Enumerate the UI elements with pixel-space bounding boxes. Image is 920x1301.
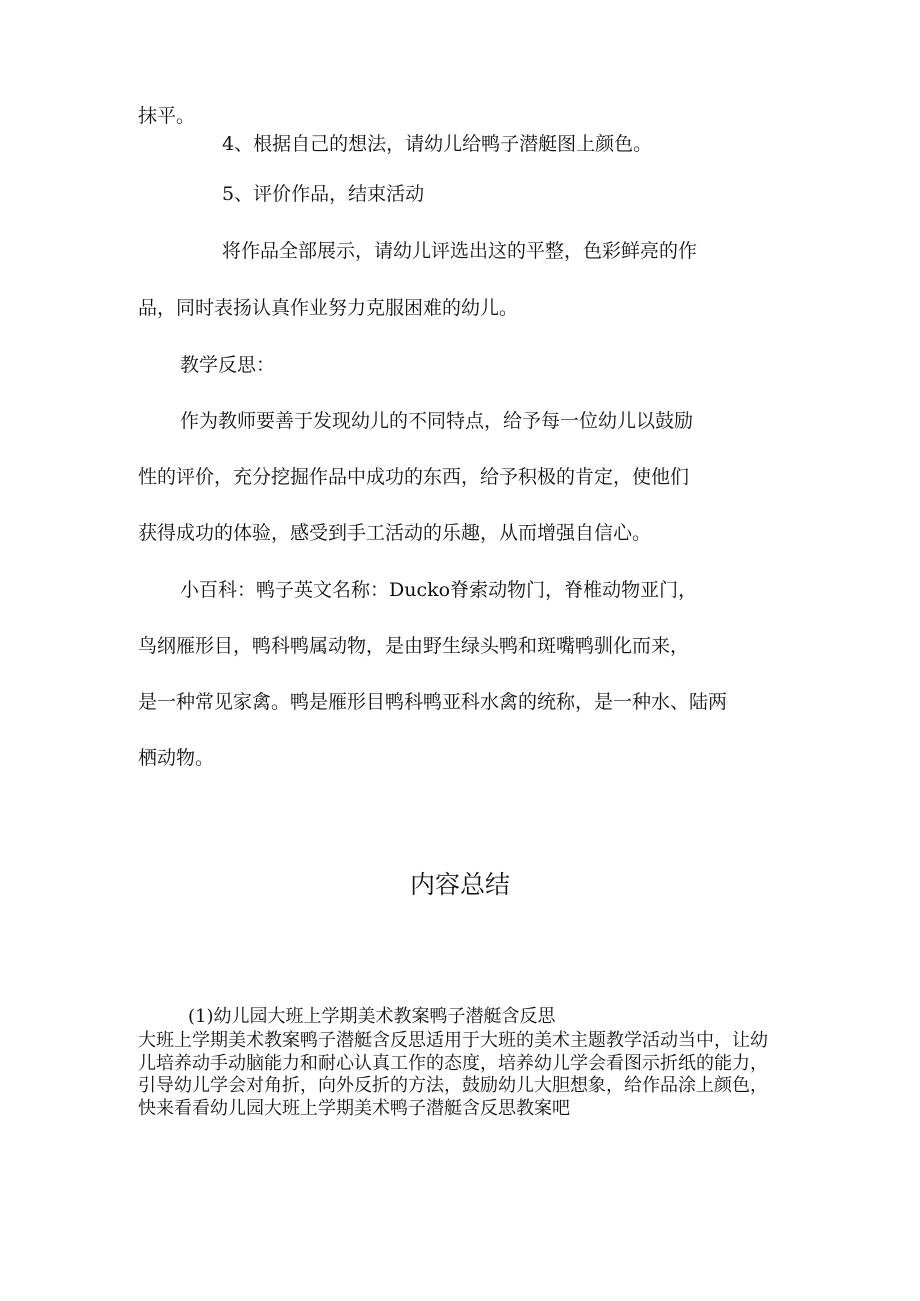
text-line: 鸟纲雁形目，鸭科鸭属动物，是由野生绿头鸭和斑嘴鸭驯化而来，: [138, 635, 690, 657]
step-5-text: 5、评价作品，结束活动: [222, 183, 425, 205]
text-line: 获得成功的体验，感受到手工活动的乐趣，从而增强自信心。: [138, 522, 652, 544]
text-line: 将作品全部展示，请幼儿评选出这的平整，色彩鲜亮的作: [222, 240, 698, 262]
text-line: 作为教师要善于发现幼儿的不同特点，给予每一位幼儿以鼓励: [180, 410, 694, 432]
text-line: 性的评价，充分挖掘作品中成功的东西，给予积极的肯定，使他们: [138, 466, 690, 488]
encyclopedia-text: 小百科：鸭子英文名称：Ducko脊索动物门，脊椎动物亚门，: [180, 579, 698, 601]
step-4-text: 4、根据自己的想法，请幼儿给鸭子潜艇图上颜色。: [222, 133, 653, 155]
summary-title: 内容总结: [409, 870, 510, 899]
text-line: 品，同时表扬认真作业努力克服困难的幼儿。: [138, 297, 519, 319]
summary-text: 大班上学期美术教案鸭子潜艇含反思适用于大班的美术主题教学活动当中，让幼儿培养动手动脑能力和耐心认真工作的态度，培养幼儿学会看图示折纸的能力，引导幼儿学会对角折，向外反折的方法，鼓励幼儿大胆想象，给作品涂上颜色，快来看看幼儿园大班上学期美术鸭子潜艇含反思教案吧: [138, 1030, 768, 1119]
summary-heading: (1)幼儿园大班上学期美术教案鸭子潜艇含反思: [188, 1006, 556, 1027]
reflection-heading: 教学反思：: [180, 354, 276, 376]
text-line: 抹平。: [138, 105, 196, 127]
text-line: 是一种常见家禽。鸭是雁形目鸭科鸭亚科水禽的统称，是一种水、陆两: [138, 691, 728, 713]
text-line: 栖动物。: [138, 747, 215, 769]
